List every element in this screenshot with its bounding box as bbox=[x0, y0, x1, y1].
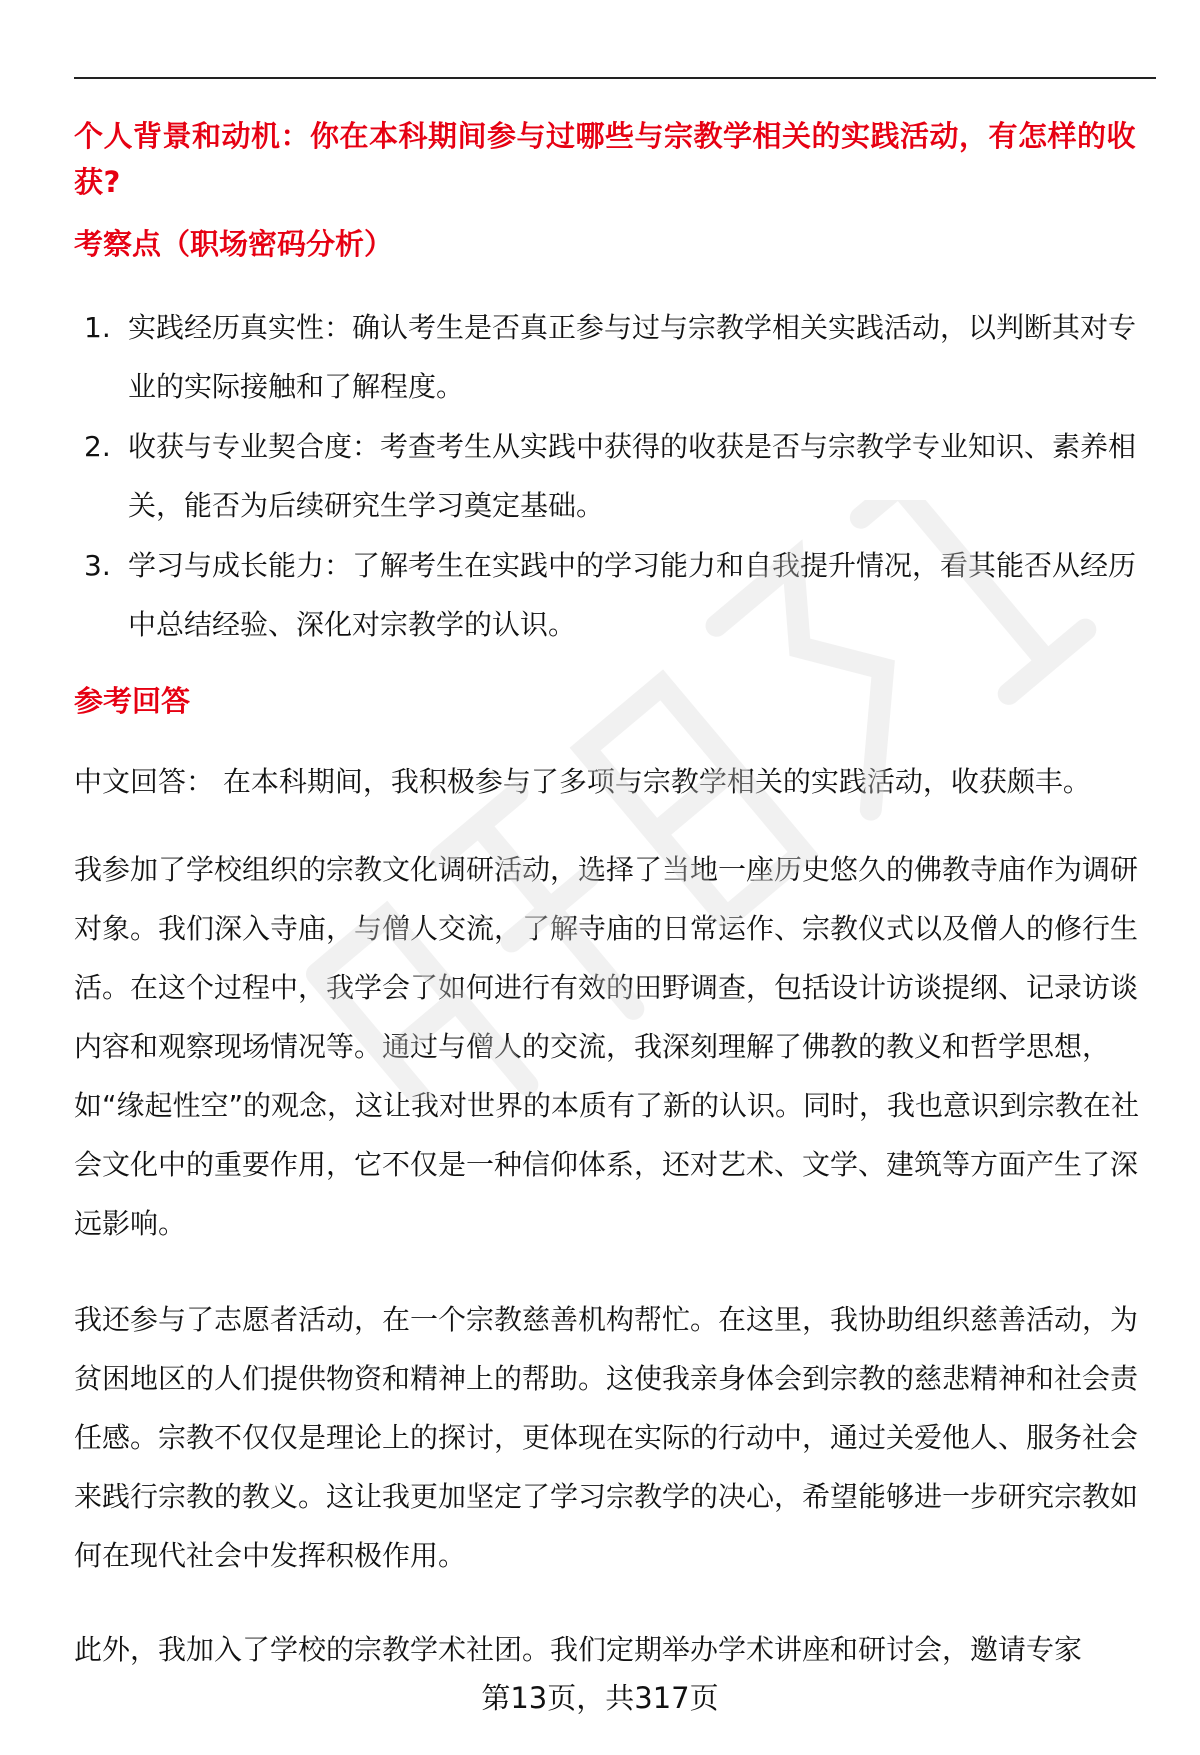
answer-paragraph: 此外，我加入了学校的宗教学术社团。我们定期举办学术讲座和研讨会，邀请专家 bbox=[74, 1633, 1083, 1666]
list-item bbox=[74, 417, 1156, 535]
list-item bbox=[74, 298, 1156, 416]
page-footer: 第13页，共317页 bbox=[481, 1681, 719, 1715]
question-heading: 个人背景和动机：你在本科期间参与过哪些与宗教学相关的实践活动，有怎样的收获? bbox=[74, 119, 1137, 199]
answer-intro: 中文回答： 在本科期间，我积极参与了多项与宗教学相关的实践活动，收获颇丰。 bbox=[74, 765, 1091, 798]
reference-answer-heading: 参考回答 bbox=[74, 684, 191, 718]
assessment-points-heading: 考察点（职场密码分析） bbox=[74, 227, 394, 261]
assessment-points-list bbox=[74, 298, 1156, 655]
list-item-text: 收获与专业契合度：考查考生从实践中获得的收获是否与宗教学专业知识、素养相关，能否为后续研究生学习奠定基础。 bbox=[128, 430, 1137, 522]
list-item-number: 2. bbox=[84, 430, 111, 463]
answer-paragraph: 我还参与了志愿者活动，在一个宗教慈善机构帮忙。在这里，我协助组织慈善活动，为贫困地区的人们提供物资和精神上的帮助。这使我亲身体会到宗教的慈悲精神和社会责任感。宗教不仅仅是理论上的探讨，更体现在实际的行动中，通过关爱他人、服务社会来践行宗教的教义。这让我更加坚定了学习宗教学的决心，希望能够进一步研究宗教如何在现代社会中发挥积极作用。 bbox=[74, 1303, 1139, 1572]
document-page bbox=[74, 0, 1156, 1755]
list-item-number: 1. bbox=[84, 311, 111, 344]
list-item-number: 3. bbox=[84, 549, 111, 582]
list-item-text: 学习与成长能力：了解考生在实践中的学习能力和自我提升情况，看其能否从经历中总结经验、深化对宗教学的认识。 bbox=[128, 549, 1137, 641]
list-item-text: 实践经历真实性：确认考生是否真正参与过与宗教学相关实践活动，以判断其对专业的实际接触和了解程度。 bbox=[128, 311, 1137, 403]
list-item bbox=[74, 536, 1156, 654]
top-divider bbox=[74, 77, 1156, 79]
answer-paragraph: 我参加了学校组织的宗教文化调研活动，选择了当地一座历史悠久的佛教寺庙作为调研对象。我们深入寺庙，与僧人交流，了解寺庙的日常运作、宗教仪式以及僧人的修行生活。在这个过程中，我学会了如何进行有效的田野调查，包括设计访谈提纲、记录访谈内容和观察现场情况等。通过与僧人的交流，我深刻理解了佛教的教义和哲学思想，如“缘起性空”的观念，这让我对世界的本质有了新的认识。同时，我也意识到宗教在社会文化中的重要作用，它不仅是一种信仰体系，还对艺术、文学、建筑等方面产生了深远影响。 bbox=[74, 853, 1140, 1240]
